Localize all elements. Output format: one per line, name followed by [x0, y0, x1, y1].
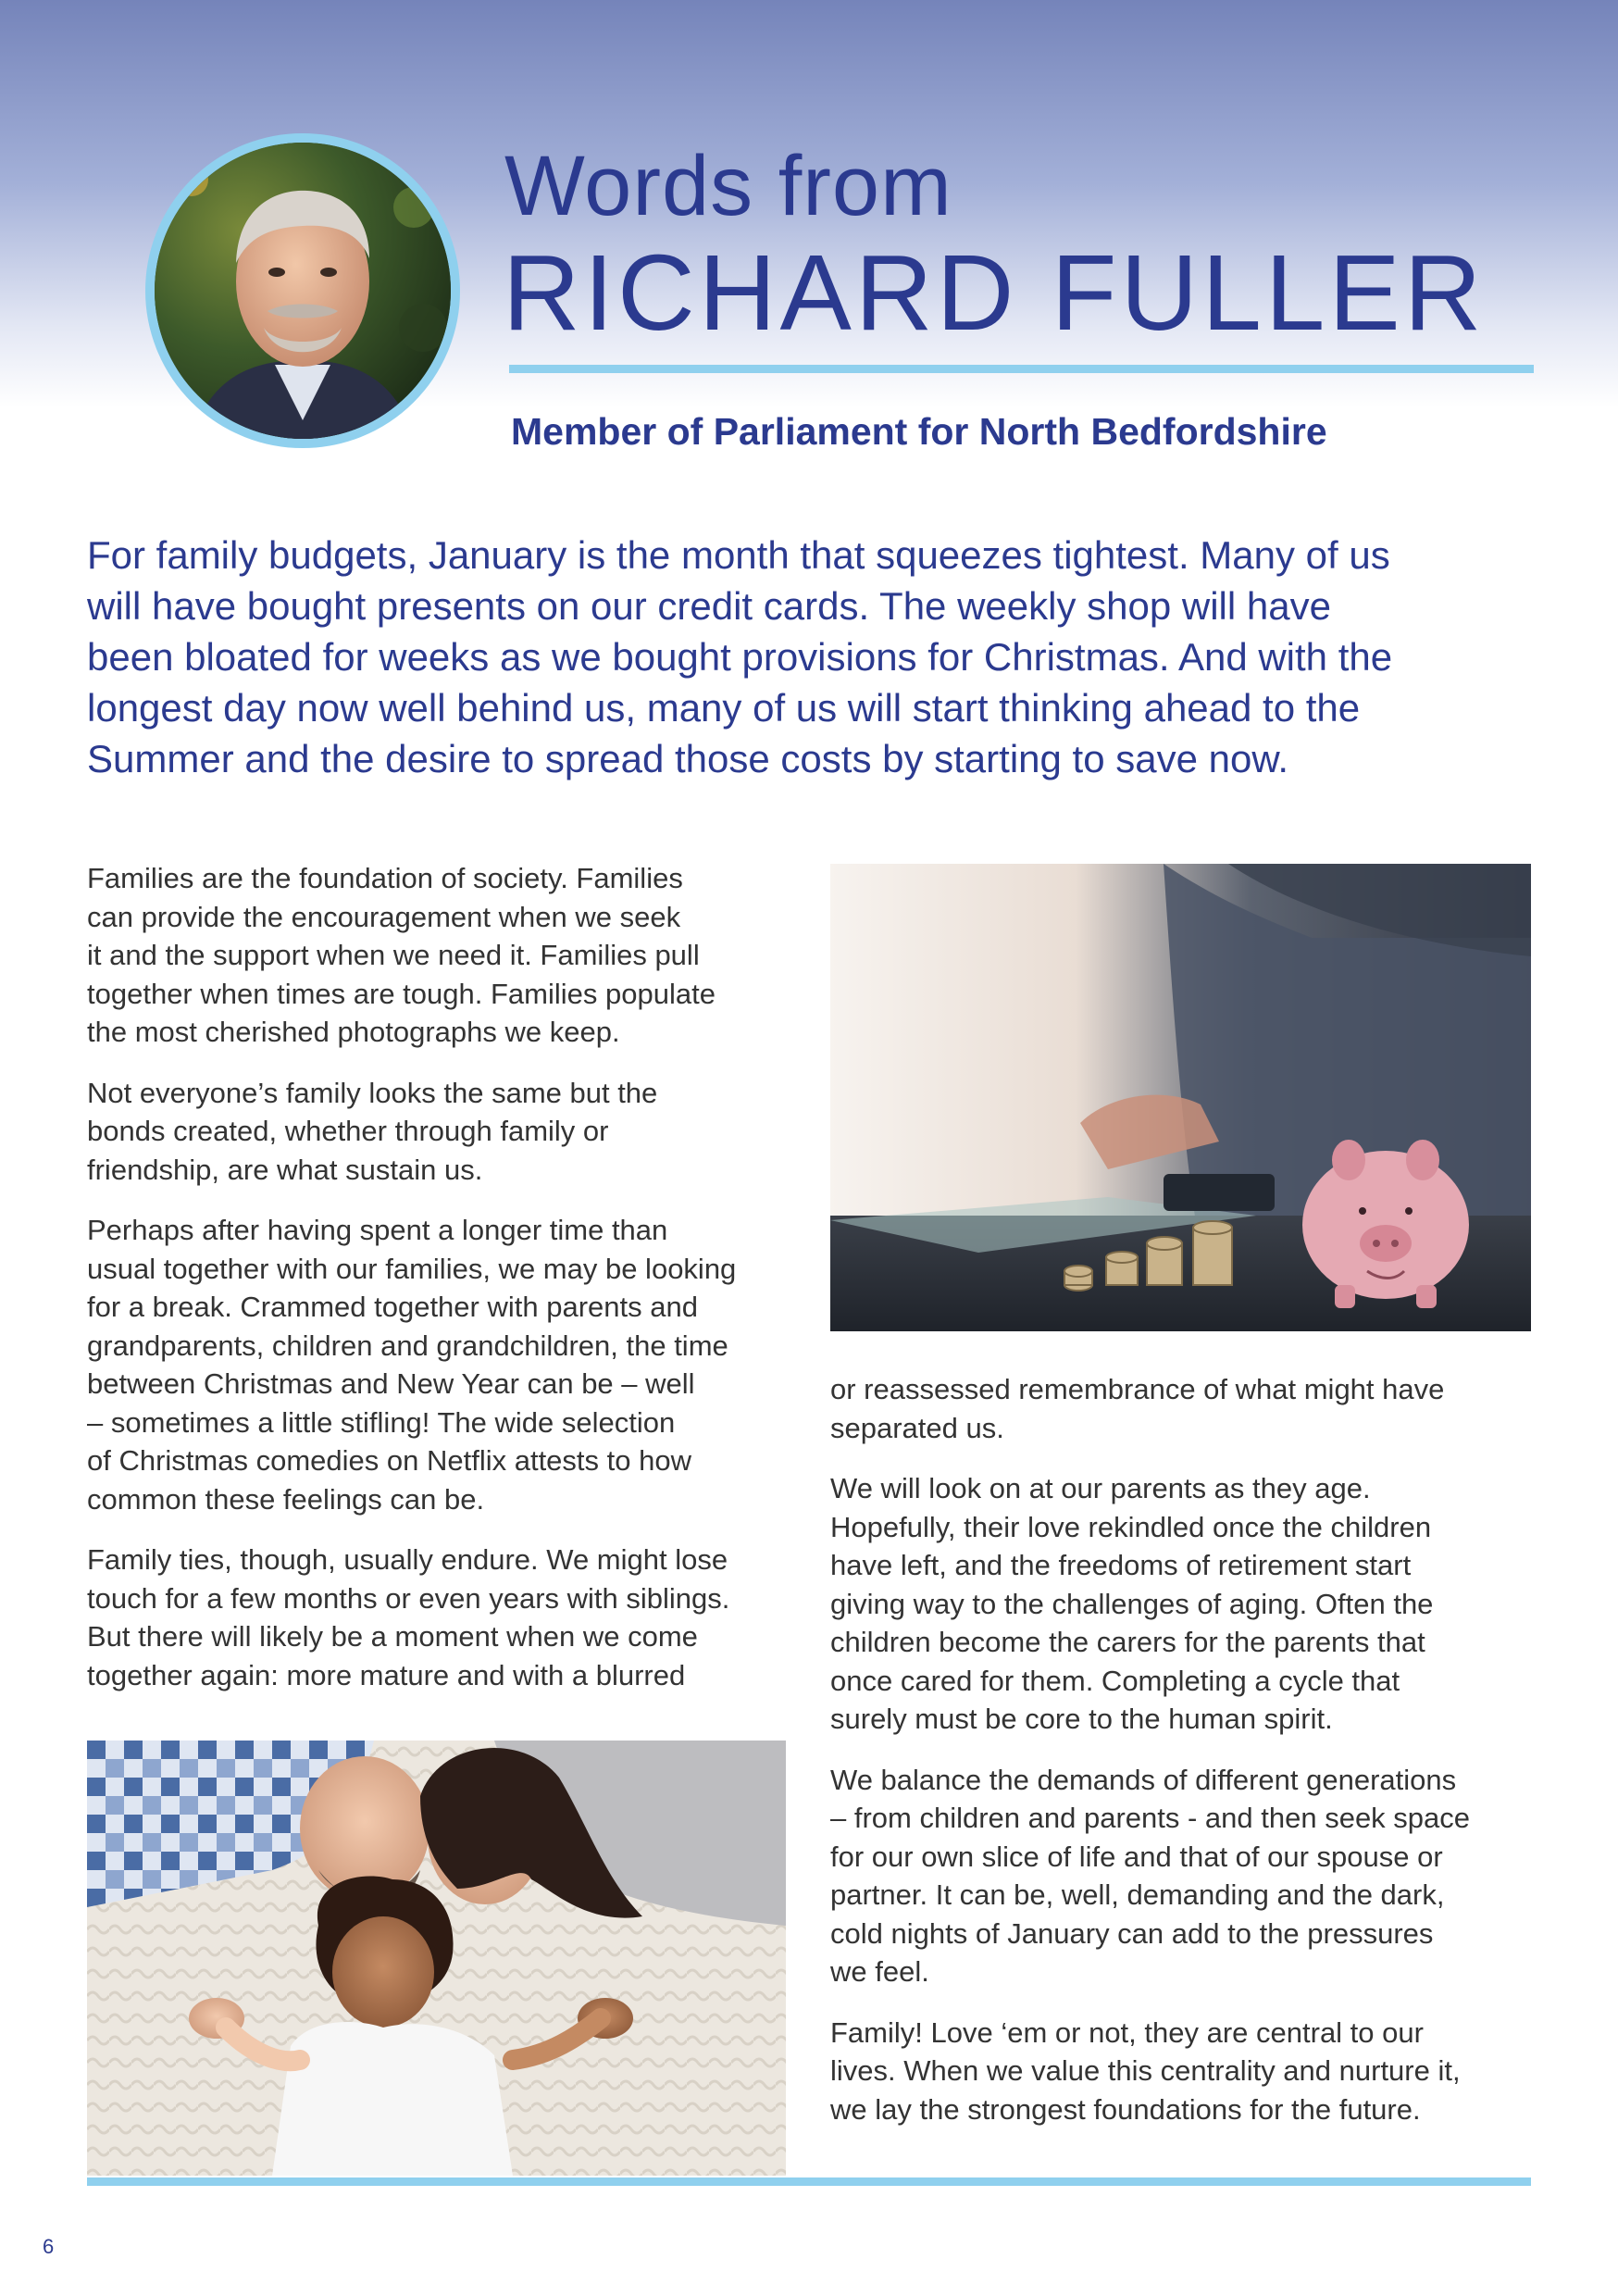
body-line: But there will likely be a moment when we come [87, 1620, 698, 1653]
page-number: 6 [43, 2235, 55, 2258]
body-line: usual together with our families, we may be looking [87, 1252, 737, 1285]
footer-divider [87, 2177, 1531, 2186]
body-line: – from children and parents - and then seek space [830, 1802, 1471, 1834]
body-line: friendship, are what sustain us. [87, 1153, 483, 1186]
body-line: giving way to the challenges of aging. Often the [830, 1587, 1434, 1620]
title-words-from: Words from [504, 139, 952, 233]
body-line: cold nights of January can add to the pressures [830, 1916, 1434, 1950]
body-line: children become the carers for the parents that [830, 1626, 1425, 1658]
body-paragraph [87, 1541, 790, 1694]
body-line: We will look on at our parents as they age. [830, 1472, 1371, 1504]
body-line: Families are the foundation of society. Families [87, 862, 683, 894]
intro-line: longest day now well behind us, many of us will start thinking ahead to the [87, 686, 1361, 730]
body-line: partner. It can be, well, demanding and the dark, [830, 1878, 1445, 1911]
intro-line: will have bought presents on our credit cards. The weekly shop will have [87, 584, 1331, 628]
body-paragraph [87, 1074, 790, 1190]
author-role-subtitle: Member of Parliament for North Bedfordshire [511, 410, 1327, 453]
body-line: lives. When we value this centrality and nurture it, [830, 2054, 1461, 2087]
intro-paragraph [87, 530, 1568, 784]
right-column-text [830, 1370, 1534, 2151]
body-line: Hopefully, their love rekindled once the children [830, 1510, 1432, 1543]
body-line: touch for a few months or even years with siblings. [87, 1581, 730, 1615]
piggy-bank-photo [830, 864, 1531, 1331]
body-line: for a break. Crammed together with parents and [87, 1291, 698, 1323]
intro-line: been bloated for weeks as we bought provisions for Christmas. And with the [87, 635, 1393, 679]
body-line: Family ties, though, usually endure. We might lose [87, 1543, 728, 1576]
body-line: grandparents, children and grandchildren, the time [87, 1329, 728, 1362]
body-line: have left, and the freedoms of retirement start [830, 1549, 1412, 1581]
intro-line: For family budgets, January is the month that squeezes tightest. Many of us [87, 533, 1390, 577]
body-line: between Christmas and New Year can be – well [87, 1367, 695, 1400]
body-line: we lay the strongest foundations for the future. [830, 2092, 1421, 2126]
body-line: surely must be core to the human spirit. [830, 1703, 1333, 1735]
body-line: we feel. [830, 1955, 929, 1988]
body-line: once cared for them. Completing a cycle that [830, 1664, 1400, 1697]
body-line: together when times are tough. Families populate [87, 977, 716, 1010]
body-paragraph [87, 1211, 790, 1518]
body-paragraph [830, 1469, 1534, 1739]
body-paragraph [830, 2014, 1534, 2129]
body-line: for our own slice of life and that of our spouse or [830, 1840, 1443, 1873]
body-paragraph [830, 1370, 1534, 1447]
body-line: common these feelings can be. [87, 1482, 485, 1516]
body-line: separated us. [830, 1411, 1004, 1444]
body-line: bonds created, whether through family or [87, 1115, 609, 1147]
title-divider [509, 365, 1534, 373]
body-paragraph [830, 1761, 1534, 1991]
title-author-name: RICHARD FULLER [503, 232, 1486, 353]
body-paragraph [87, 859, 790, 1052]
author-portrait [145, 133, 460, 448]
left-column-text [87, 859, 790, 1716]
body-line: – sometimes a little stifling! The wide selection [87, 1405, 676, 1439]
body-line: Perhaps after having spent a longer time than [87, 1214, 668, 1246]
body-line: can provide the encouragement when we seek [87, 900, 681, 933]
body-line: Family! Love ‘em or not, they are central to our [830, 2015, 1424, 2049]
body-line: together again: more mature and with a blurred [87, 1658, 686, 1691]
body-line: We balance the demands of different generations [830, 1763, 1457, 1796]
body-line: the most cherished photographs we keep. [87, 1016, 620, 1048]
body-line: of Christmas comedies on Netflix attests to how [87, 1444, 691, 1477]
body-line: it and the support when we need it. Families pull [87, 939, 700, 971]
intro-line: Summer and the desire to spread those costs by starting to save now. [87, 737, 1289, 780]
family-photo [87, 1741, 786, 2176]
body-line: or reassessed remembrance of what might have [830, 1373, 1445, 1405]
body-line: Not everyone’s family looks the same but the [87, 1076, 658, 1109]
